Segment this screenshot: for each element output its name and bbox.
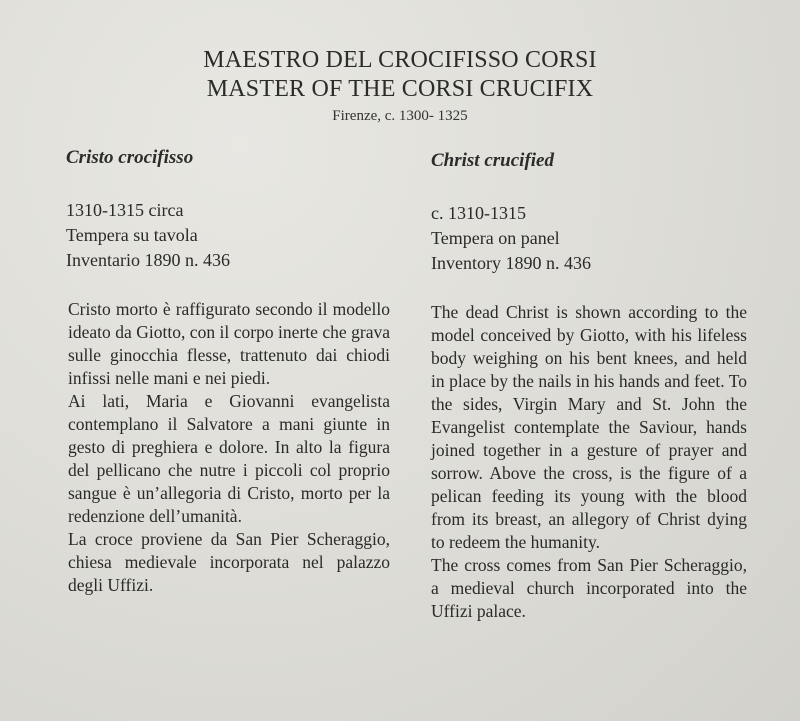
work-details-english xyxy=(431,201,761,276)
work-details-italian xyxy=(66,198,396,273)
description-english xyxy=(431,301,747,623)
work-date-english: c. 1310-1315 xyxy=(431,203,526,223)
work-medium-english: Tempera on panel xyxy=(431,228,560,248)
work-inventory-italian: Inventario 1890 n. 436 xyxy=(66,250,230,270)
description-paragraph: The cross comes from San Pier Scheraggio, a medieval church incorporated into the Uffizi palace. xyxy=(431,555,747,621)
description-paragraph: The dead Christ is shown according to the model conceived by Giotto, with his lifeless body weighing on his bent knees, and held in place by the nails in his hands and feet. To the sides, Virgin Mary and St. John the Evangelist contemplate the Saviour, hands joined together in a gesture of prayer and sorrow. Above the cross, is the figure of a pelican feeding its young with the blood from its breast, an allegory of Christ dying to redeem the humanity. xyxy=(431,302,747,552)
placard-header xyxy=(0,46,800,126)
work-medium-italian: Tempera su tavola xyxy=(66,225,198,245)
description-paragraph: La croce proviene da San Pier Scheraggio, chiesa medievale incorporata nel palazzo degli Uffizi. xyxy=(68,529,390,595)
work-title-italian: Cristo crocifisso xyxy=(66,147,194,168)
description-italian xyxy=(68,298,390,597)
italian-column xyxy=(66,146,396,597)
work-title-english: Christ crucified xyxy=(431,150,554,171)
artist-origin-dates: Firenze, c. 1300- 1325 xyxy=(332,108,468,124)
work-date-italian: 1310-1315 circa xyxy=(66,200,184,220)
work-inventory-english: Inventory 1890 n. 436 xyxy=(431,253,591,273)
description-paragraph: Ai lati, Maria e Giovanni evangelista contemplano il Salvatore a mani giunte in gesto di preghiera e dolore. In alto la figura del pellicano che nutre i piccoli col proprio sangue è un’allegoria di Cristo, morto per la redenzione dell’umanità. xyxy=(68,391,390,526)
artist-name-italian: MAESTRO DEL CROCIFISSO CORSI xyxy=(203,47,597,73)
description-paragraph: Cristo morto è raffigurato secondo il modello ideato da Giotto, con il corpo inerte che grava sulle ginocchia flesse, trattenuto dai chiodi infissi nelle mani e nei piedi. xyxy=(68,299,390,388)
artist-name-english: MASTER OF THE CORSI CRUCIFIX xyxy=(206,76,594,102)
english-column xyxy=(431,149,761,623)
